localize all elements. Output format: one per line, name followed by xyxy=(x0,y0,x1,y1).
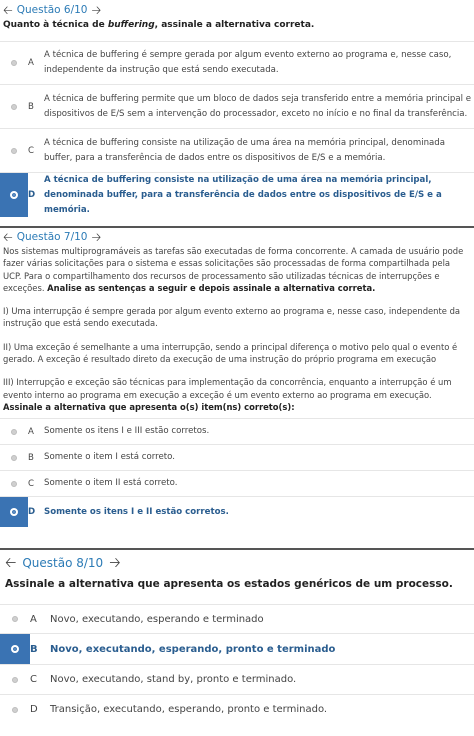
option-letter: A xyxy=(28,426,34,437)
option-text: A técnica de buffering consiste na utilização de uma área na memória principal, denominada buffer, para a transferência de dados entre os dispositivos de E/S e a memória. xyxy=(44,174,442,215)
radio-icon[interactable] xyxy=(0,445,28,470)
prompt-emphasis: buffering xyxy=(107,20,155,30)
question-6-header xyxy=(0,0,474,18)
option-letter: D xyxy=(28,190,36,200)
option-text: Novo, executando, stand by, pronto e terminado. xyxy=(50,674,297,686)
question-8 xyxy=(0,550,474,724)
intro-text: Nos sistemas multiprogramáveis as tarefas são executadas de forma concorrente. A camada de usuário pode fazer várias solicitações para o sistema e essas solicitações são processadas de forma compartilhada pela UCP. Para o compartilhamento dos recursos de processamento são utilizadas técnicas de interrupções e exceções. xyxy=(3,246,464,293)
option-letter: D xyxy=(28,507,36,518)
arrow-right-icon[interactable]: 🡢 xyxy=(91,3,102,17)
question-6 xyxy=(0,0,474,217)
option-text: A técnica de buffering permite que um bloco de dados seja transferido entre a memória principal e dispositivos de E/S sem a intervenção do processador, exceto no início e no final da transferência. xyxy=(44,93,472,119)
option-text: A técnica de buffering consiste na utilização de uma área na memória principal, denominada buffer, para a transferência de dados entre os dispositivos de E/S e a memória. xyxy=(44,137,446,163)
prompt-text: , assinale a alternativa correta. xyxy=(154,20,315,30)
option-b-selected[interactable] xyxy=(0,633,474,664)
option-d[interactable] xyxy=(0,694,474,724)
statement-3: III) Interrupção e exceção são técnicas para implementação da concorrência, enquanto a interrupção é um evento interno ao programa em execução a exceção é um evento externo ao programa em execução. xyxy=(3,377,452,400)
option-a[interactable] xyxy=(0,418,474,444)
arrow-right-icon[interactable]: 🡢 xyxy=(91,230,102,244)
radio-icon[interactable] xyxy=(0,173,28,217)
radio-icon[interactable] xyxy=(0,471,28,496)
option-letter: B xyxy=(30,643,38,655)
option-letter: A xyxy=(30,613,37,625)
radio-icon[interactable] xyxy=(0,42,28,84)
option-letter: D xyxy=(30,704,38,716)
option-d-selected[interactable] xyxy=(0,496,474,527)
question-6-prompt xyxy=(0,18,474,41)
radio-icon[interactable] xyxy=(0,665,30,694)
question-7-title: Questão 7/10 xyxy=(16,231,88,243)
question-8-title: Questão 8/10 xyxy=(22,556,104,571)
option-letter: B xyxy=(28,452,34,463)
question-7-header xyxy=(0,228,474,245)
option-text: Somente os itens I e III estão corretos. xyxy=(44,426,210,437)
radio-icon[interactable] xyxy=(0,695,30,724)
option-text: Novo, executando, esperando, pronto e terminado xyxy=(50,643,336,655)
option-text: Novo, executando, esperando e terminado xyxy=(50,613,264,625)
option-a[interactable] xyxy=(0,41,474,84)
option-d-selected[interactable] xyxy=(0,172,474,217)
option-text: Somente o item I está correto. xyxy=(44,452,175,463)
option-b[interactable] xyxy=(0,444,474,470)
option-letter: A xyxy=(28,58,34,68)
option-text: Somente o item II está correto. xyxy=(44,478,178,489)
question-7-intro xyxy=(0,245,474,294)
arrow-left-icon[interactable]: 🡠 xyxy=(5,555,17,572)
radio-icon[interactable] xyxy=(0,85,28,128)
intro-bold-text: Analise as sentenças a seguir e depois assinale a alternativa correta. xyxy=(47,282,376,293)
option-letter: C xyxy=(28,478,35,489)
arrow-right-icon[interactable]: 🡢 xyxy=(109,555,121,572)
radio-icon[interactable] xyxy=(0,419,28,444)
radio-icon[interactable] xyxy=(0,605,30,633)
option-b[interactable] xyxy=(0,84,474,128)
radio-icon[interactable] xyxy=(0,497,28,527)
arrow-left-icon[interactable]: 🡠 xyxy=(3,230,13,244)
option-a[interactable] xyxy=(0,604,474,633)
option-text: A técnica de buffering é sempre gerada por algum evento externo ao programa e, nesse caso, independente da instrução que está sendo executada. xyxy=(44,50,452,75)
option-c[interactable] xyxy=(0,128,474,172)
option-c[interactable] xyxy=(0,470,474,496)
radio-icon[interactable] xyxy=(0,129,28,172)
question-8-header xyxy=(0,550,474,574)
question-7-prompt: Assinale a alternativa que apresenta o(s) item(ns) correto(s): xyxy=(3,401,295,412)
statement-2: II) Uma exceção é semelhante a uma interrupção, sendo a principal diferença o motivo pelo qual o evento é gerado. A exceção é resultado direto da execução de uma instrução do próprio programa em execução xyxy=(3,341,458,365)
prompt-text: Quanto à técnica de xyxy=(3,20,108,30)
option-letter: C xyxy=(28,145,35,156)
option-text: Transição, executando, esperando, pronto e terminado. xyxy=(50,704,328,716)
option-letter: B xyxy=(28,101,34,112)
option-c[interactable] xyxy=(0,664,474,694)
option-text: Somente os itens I e II estão corretos. xyxy=(44,506,229,517)
arrow-left-icon[interactable]: 🡠 xyxy=(3,3,13,17)
question-6-title: Questão 6/10 xyxy=(16,4,88,16)
question-7 xyxy=(0,228,474,527)
statement-1: I) Uma interrupção é sempre gerada por algum evento externo ao programa e, nesse caso, independente da instrução que está sendo executada. xyxy=(3,306,461,329)
radio-icon[interactable] xyxy=(0,634,30,664)
option-letter: C xyxy=(30,674,37,686)
question-8-prompt: Assinale a alternativa que apresenta os estados genéricos de um processo. xyxy=(5,578,453,591)
